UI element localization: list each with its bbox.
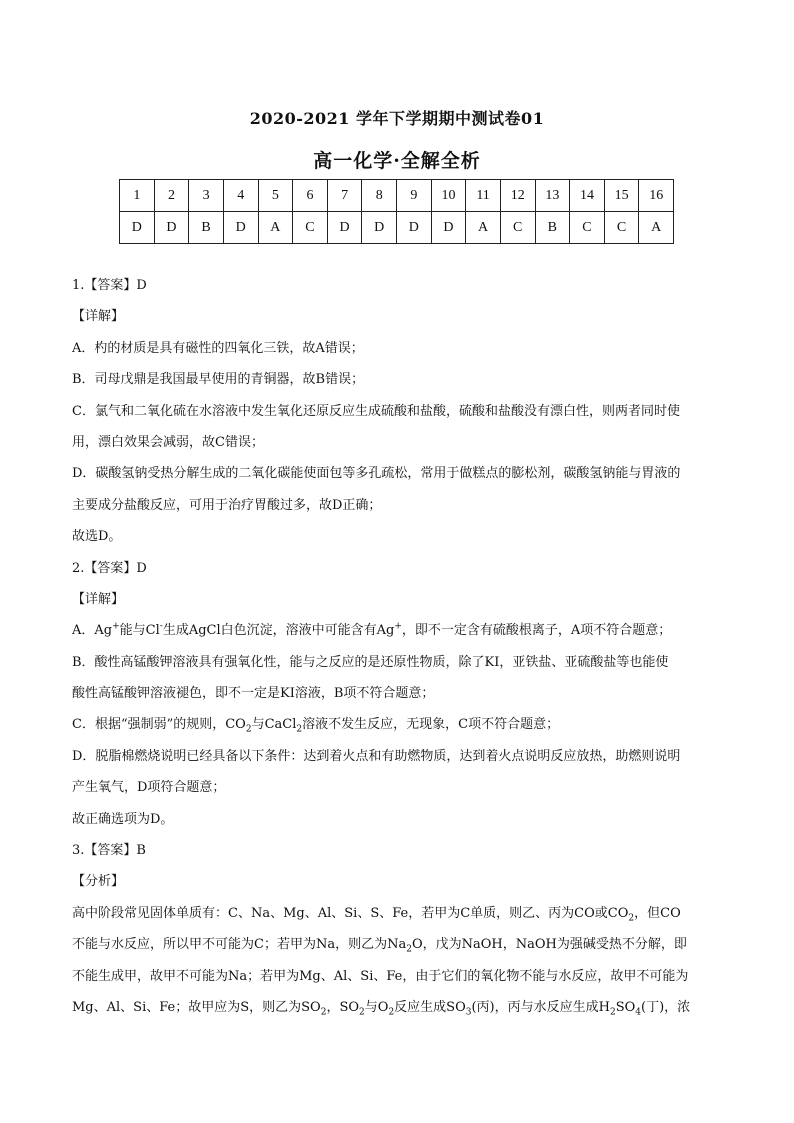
q1-option-c-line2: 用，漂白效果会减弱，故C错误； (72, 434, 264, 450)
q3-text: SO (615, 999, 636, 1015)
q2-option-d-line1: D．脱脂棉燃烧说明已经具备以下条件：达到着火点和有助燃物质，达到着火点说明反应放热，助燃则说明 (72, 748, 681, 764)
q3-sub: 3 (465, 1007, 472, 1018)
q1-option-b: B．司母戊鼎是我国最早使用的青铜器，故B错误； (72, 372, 365, 388)
q1-option-d-line1: D．碳酸氢钠受热分解生成的二氧化碳能使面包等多孔疏松，常用于做糕点的膨松剂，碳酸氢钠能与胃液的 (72, 466, 681, 482)
q3-text: 不能与水反应，所以甲不可能为C；若甲为Na，则乙为Na (72, 937, 407, 953)
q1-option-d-line2: 主要成分盐酸反应，可用于治疗胃酸过多，故D正确； (72, 497, 382, 513)
q1-option-c-line1: C．氯气和二氧化硫在水溶液中发生氧化还原反应生成硫酸和盐酸，硫酸和盐酸没有漂白性，则两者同时使 (72, 403, 680, 419)
q2-c-text: 与CaCl (251, 717, 297, 733)
answer-table-number-cell: 16 (639, 180, 674, 212)
q3-text: (丙)，丙与水反应生成H (471, 999, 610, 1015)
q1-option-a: A．杓的材质是具有磁性的四氧化三铁，故A错误； (72, 340, 364, 356)
document-subtitle: 高一化学·全解全析 (313, 150, 481, 172)
q2-answer: 2.【答案】D (72, 560, 147, 576)
q3-analysis-line1 (72, 898, 724, 929)
q2-c-sub: 2 (245, 725, 252, 736)
document-title: 2020-2021 学年下学期期中测试卷01 (249, 109, 545, 128)
answer-table-answer-row (120, 212, 674, 244)
answer-table-number-cell: 14 (570, 180, 605, 212)
q2-option-c (72, 709, 724, 740)
answer-table-answer-cell: B (535, 212, 570, 244)
q3-text: 与O (364, 999, 389, 1015)
q3-sub: 2 (388, 1007, 395, 1018)
q2-option-a (72, 615, 724, 646)
q3-text: 反应生成SO (394, 999, 466, 1015)
q3-answer: 3.【答案】B (72, 843, 146, 859)
q2-option-b-line2: 酸性高锰酸钾溶液褪色，即不一定是KI溶液，B项不符合题意； (72, 686, 435, 702)
answer-table-number-cell: 8 (362, 180, 397, 212)
answer-table-number-cell: 6 (293, 180, 328, 212)
answer-table-answer-cell: D (223, 212, 258, 244)
answer-table-number-row (120, 180, 674, 212)
answer-table-number-cell: 15 (604, 180, 639, 212)
answer-table-number-cell: 2 (154, 180, 189, 212)
q2-c-text: C．根据“强制弱”的规则，CO (72, 717, 246, 733)
answer-table-answer-cell: D (154, 212, 189, 244)
q3-analysis-line4 (72, 992, 724, 1023)
answer-table-number-cell: 10 (431, 180, 466, 212)
q2-detail-label: 【详解】 (72, 591, 125, 607)
q2-a-sup: + (112, 621, 120, 632)
answer-table-answer-cell: A (466, 212, 501, 244)
answer-table-answer-cell: C (604, 212, 639, 244)
q2-a-text: A．Ag (72, 623, 113, 639)
q1-conclusion: 故选D。 (72, 529, 122, 545)
q2-a-sup: + (394, 621, 402, 632)
solution-body (72, 270, 724, 1023)
q1-detail-label: 【详解】 (72, 309, 125, 325)
q3-sub: 2 (609, 1007, 616, 1018)
q3-text: 高中阶段常见固体单质有：C、Na、Mg、Al、Si、S、Fe，若甲为C单质，则乙、丙为CO或CO (72, 905, 629, 921)
q3-sub: 2 (320, 1007, 327, 1018)
answer-table (119, 179, 674, 244)
q2-a-sup: - (159, 621, 163, 632)
answer-table-answer-cell: D (431, 212, 466, 244)
answer-table-number-cell: 9 (397, 180, 432, 212)
q3-text: (丁)，浓 (641, 999, 691, 1015)
q2-option-d-line2: 产生氧气，D项符合题意； (72, 780, 226, 796)
q3-text: O，戊为NaOH，NaOH为强碱受热不分解，即 (411, 937, 687, 953)
q3-analysis-label: 【分析】 (72, 874, 125, 890)
answer-table-answer-cell: C (500, 212, 535, 244)
q3-text: Mg、Al、Si、Fe；故甲应为S，则乙为SO (72, 999, 321, 1015)
answer-table-number-cell: 4 (223, 180, 258, 212)
q2-conclusion: 故正确选项为D。 (72, 811, 174, 827)
q2-c-sub: 2 (296, 725, 303, 736)
q3-text: ，但CO (634, 905, 681, 921)
answer-table-answer-cell: A (258, 212, 293, 244)
q3-sub: 2 (628, 913, 635, 924)
answer-table-answer-cell: D (327, 212, 362, 244)
q2-option-b-line1: B．酸性高锰酸钾溶液具有强氧化性，能与之反应的是还原性物质，除了KI，亚铁盐、亚硫酸盐等也能使 (72, 654, 669, 670)
answer-table-number-cell: 13 (535, 180, 570, 212)
q3-analysis-line3: 不能生成甲，故甲不可能为Na；若甲为Mg、Al、Si、Fe，由于它们的氧化物不能与水反应，故甲不可能为 (72, 968, 689, 984)
q3-analysis-line2 (72, 929, 724, 960)
q3-sub: 2 (359, 1007, 365, 1018)
answer-table-answer-cell: D (397, 212, 432, 244)
answer-table-answer-cell: D (120, 212, 155, 244)
q3-sub: 4 (635, 1007, 642, 1018)
q2-c-text: 溶液不发生反应，无现象，C项不符合题意； (302, 717, 560, 733)
q3-text: ，SO (326, 999, 360, 1015)
answer-table-answer-cell: A (639, 212, 674, 244)
answer-table-answer-cell: C (570, 212, 605, 244)
answer-table-number-cell: 5 (258, 180, 293, 212)
answer-table-answer-cell: C (293, 212, 328, 244)
answer-table-answer-cell: B (189, 212, 224, 244)
answer-table-number-cell: 11 (466, 180, 501, 212)
answer-table-number-cell: 12 (500, 180, 535, 212)
answer-table-number-cell: 3 (189, 180, 224, 212)
q1-answer: 1.【答案】D (72, 278, 147, 293)
q2-a-text: 能与Cl (119, 623, 160, 639)
q3-sub: 2 (406, 944, 412, 955)
answer-table-number-cell: 7 (327, 180, 362, 212)
q2-a-text: 生成AgCl白色沉淀，溶液中可能含有Ag (162, 623, 395, 639)
answer-table-number-cell: 1 (120, 180, 155, 212)
q2-a-text: ，即不一定含有硫酸根离子，A项不符合题意； (401, 623, 672, 639)
answer-table-answer-cell: D (362, 212, 397, 244)
